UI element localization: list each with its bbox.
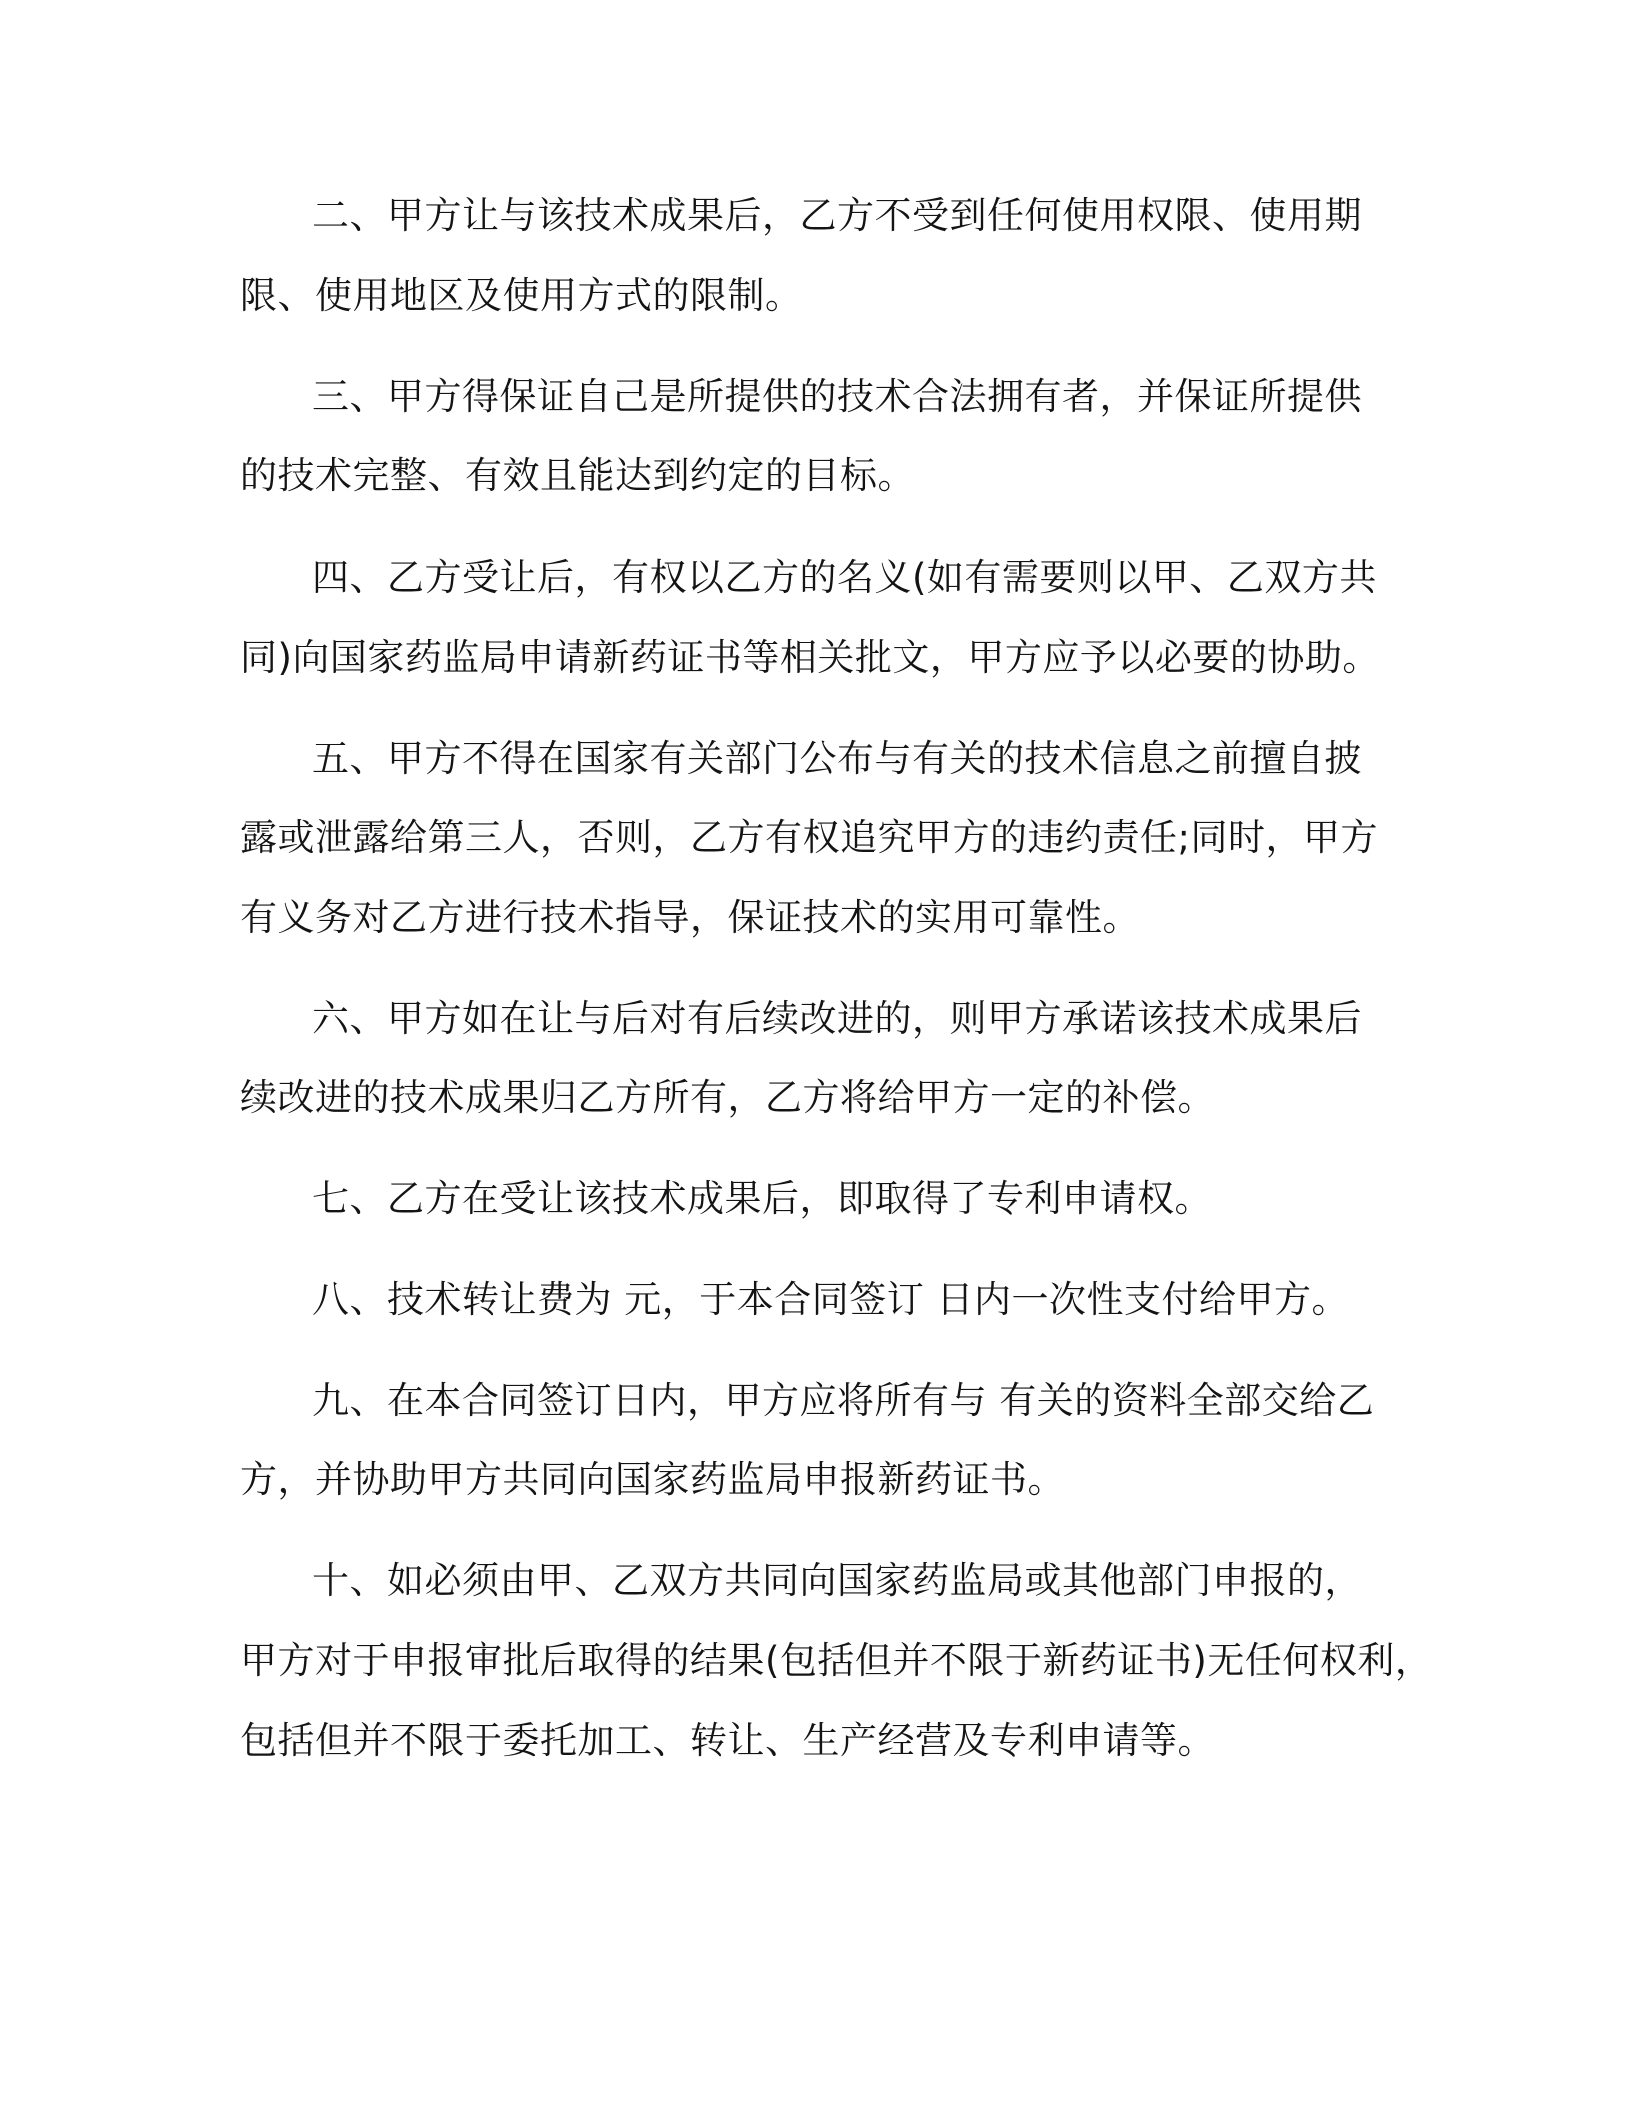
clause-9-line-1: 九、在本合同签订日内，甲方应将所有与 有关的资料全部交给乙 xyxy=(312,1379,1375,1422)
clause-9-line-2: 方，并协助甲方共同向国家药监局申报新药证书。 xyxy=(240,1458,1065,1501)
clause-5-line-2: 露或泄露给第三人，否则，乙方有权追究甲方的违约责任;同时，甲方 xyxy=(240,816,1378,859)
clause-2-line-1: 二、甲方让与该技术成果后，乙方不受到任何使用权限、使用期 xyxy=(312,194,1362,237)
clause-10-line-1: 十、如必须由甲、乙双方共同向国家药监局或其他部门申报的， xyxy=(312,1559,1362,1602)
clause-3-line-1: 三、甲方得保证自己是所提供的技术合法拥有者，并保证所提供 xyxy=(312,375,1362,418)
clause-3-line-2: 的技术完整、有效且能达到约定的目标。 xyxy=(240,454,915,497)
clause-10-line-3: 包括但并不限于委托加工、转让、生产经营及专利申请等。 xyxy=(240,1719,1215,1762)
clause-8-line-1: 八、技术转让费为 元，于本合同签订 日内一次性支付给甲方。 xyxy=(312,1278,1350,1321)
clause-7-line-1: 七、乙方在受让该技术成果后，即取得了专利申请权。 xyxy=(312,1177,1212,1220)
clause-4-line-1: 四、乙方受让后，有权以乙方的名义(如有需要则以甲、乙双方共 xyxy=(312,556,1377,599)
clause-10-line-2: 甲方对于申报审批后取得的结果(包括但并不限于新药证书)无任何权利， xyxy=(240,1639,1433,1682)
clause-5-line-3: 有义务对乙方进行技术指导，保证技术的实用可靠性。 xyxy=(240,896,1140,939)
clause-6-line-1: 六、甲方如在让与后对有后续改进的，则甲方承诺该技术成果后 xyxy=(312,997,1362,1040)
clause-5-line-1: 五、甲方不得在国家有关部门公布与有关的技术信息之前擅自披 xyxy=(312,737,1362,780)
clause-2-line-2: 限、使用地区及使用方式的限制。 xyxy=(240,274,803,317)
clause-4-line-2: 同)向国家药监局申请新药证书等相关批文，甲方应予以必要的协助。 xyxy=(240,636,1380,679)
clause-6-line-2: 续改进的技术成果归乙方所有，乙方将给甲方一定的补偿。 xyxy=(240,1076,1215,1119)
